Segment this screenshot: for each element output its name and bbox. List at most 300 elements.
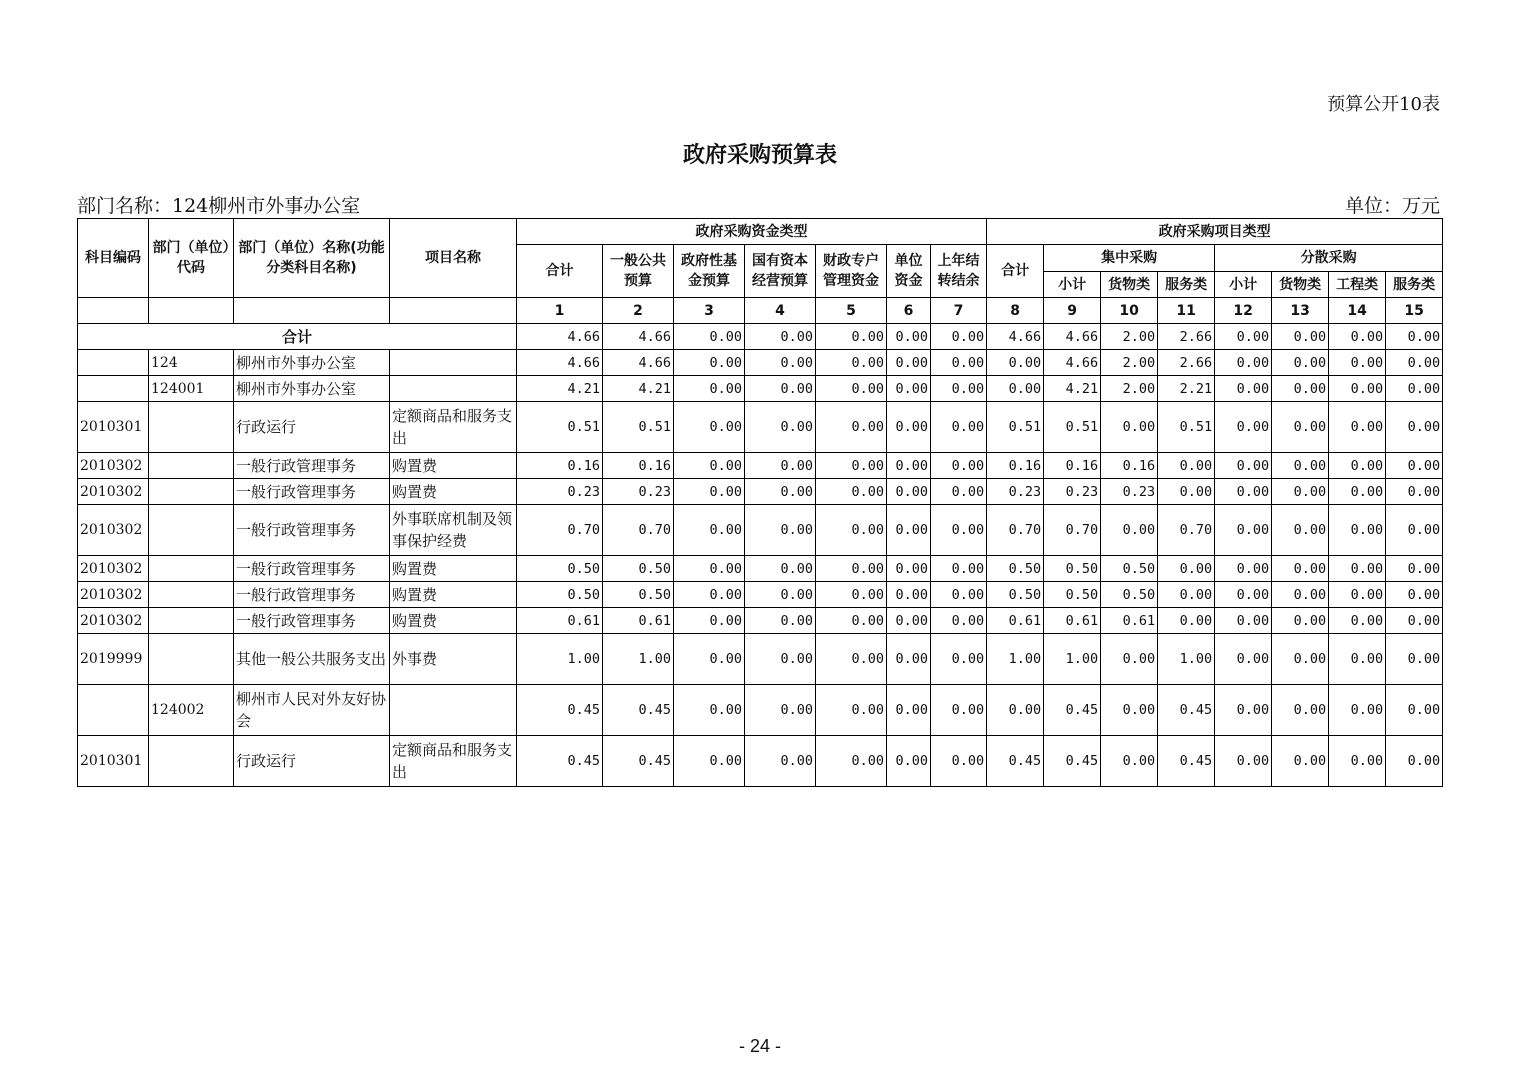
value-cell: 4.21 — [1044, 376, 1101, 402]
value-cell: 0.00 — [1215, 350, 1272, 376]
value-cell: 0.00 — [745, 556, 816, 582]
table-row — [78, 634, 1443, 685]
dept-code-cell: 124 — [149, 350, 234, 376]
value-cell: 0.00 — [887, 402, 931, 453]
col-number: 12 — [1215, 298, 1272, 324]
value-cell: 0.00 — [931, 608, 987, 634]
dept-name-cell: 柳州市外事办公室 — [234, 350, 390, 376]
value-cell: 0.00 — [1386, 736, 1443, 787]
table-row — [78, 556, 1443, 582]
value-cell: 4.66 — [1044, 350, 1101, 376]
value-cell: 0.00 — [1272, 376, 1329, 402]
col-number: 1 — [517, 298, 603, 324]
total-label: 合计 — [78, 324, 517, 350]
dept-code-cell — [149, 402, 234, 453]
value-cell: 0.00 — [1272, 350, 1329, 376]
dept-code-cell: 124002 — [149, 685, 234, 736]
value-cell: 0.45 — [603, 685, 674, 736]
value-cell: 0.00 — [745, 402, 816, 453]
value-cell: 0.00 — [887, 453, 931, 479]
subject-code-cell: 2010302 — [78, 453, 149, 479]
subject-code-cell: 2010302 — [78, 582, 149, 608]
header-number-row — [78, 298, 1443, 324]
meta-row — [77, 191, 1440, 218]
dept-name-cell: 一般行政管理事务 — [234, 556, 390, 582]
value-cell: 0.00 — [674, 505, 745, 556]
fund-col-header: 合计 — [517, 245, 603, 298]
col-number: 3 — [674, 298, 745, 324]
project-total-header: 合计 — [987, 245, 1044, 298]
total-row — [78, 324, 1443, 350]
subject-code-cell — [78, 685, 149, 736]
project-name-cell: 购置费 — [390, 453, 517, 479]
value-cell: 0.00 — [1158, 479, 1215, 505]
value-cell: 0.00 — [987, 685, 1044, 736]
value-cell: 0.70 — [987, 505, 1044, 556]
value-cell: 0.00 — [674, 685, 745, 736]
total-value: 0.00 — [931, 324, 987, 350]
total-value: 0.00 — [1329, 324, 1386, 350]
value-cell: 0.00 — [816, 556, 887, 582]
centralized-col-header: 服务类 — [1158, 272, 1215, 298]
value-cell: 0.50 — [1044, 582, 1101, 608]
col-number: 10 — [1101, 298, 1158, 324]
dept-name-cell: 行政运行 — [234, 736, 390, 787]
value-cell: 0.50 — [1101, 582, 1158, 608]
value-cell: 0.23 — [1044, 479, 1101, 505]
dept-code-cell — [149, 634, 234, 685]
total-value: 2.00 — [1101, 324, 1158, 350]
value-cell: 0.23 — [517, 479, 603, 505]
subject-code-cell: 2010302 — [78, 556, 149, 582]
value-cell: 0.00 — [745, 479, 816, 505]
value-cell: 0.00 — [745, 350, 816, 376]
value-cell: 0.61 — [1044, 608, 1101, 634]
subject-code-cell: 2010301 — [78, 736, 149, 787]
fund-col-header: 国有资本经营预算 — [745, 245, 816, 298]
project-name-cell — [390, 685, 517, 736]
value-cell: 0.00 — [1329, 505, 1386, 556]
value-cell: 0.51 — [603, 402, 674, 453]
value-cell: 0.00 — [1272, 608, 1329, 634]
value-cell: 0.50 — [603, 582, 674, 608]
value-cell: 0.00 — [674, 350, 745, 376]
value-cell: 0.50 — [1101, 556, 1158, 582]
project-name-cell: 购置费 — [390, 582, 517, 608]
value-cell: 0.00 — [887, 479, 931, 505]
value-cell: 0.00 — [931, 479, 987, 505]
value-cell: 0.23 — [1101, 479, 1158, 505]
dept-code-cell: 124001 — [149, 376, 234, 402]
project-name-cell — [390, 376, 517, 402]
value-cell: 0.00 — [1101, 736, 1158, 787]
dept-code-cell — [149, 505, 234, 556]
col-number: 11 — [1158, 298, 1215, 324]
table-row — [78, 505, 1443, 556]
value-cell: 0.00 — [1329, 350, 1386, 376]
value-cell: 0.23 — [987, 479, 1044, 505]
total-value: 0.00 — [887, 324, 931, 350]
value-cell: 0.00 — [1215, 634, 1272, 685]
value-cell: 4.66 — [517, 350, 603, 376]
value-cell: 0.70 — [517, 505, 603, 556]
value-cell: 2.21 — [1158, 376, 1215, 402]
total-value: 4.66 — [603, 324, 674, 350]
value-cell: 0.00 — [887, 350, 931, 376]
value-cell: 0.00 — [1329, 608, 1386, 634]
total-value: 2.66 — [1158, 324, 1215, 350]
value-cell: 0.51 — [517, 402, 603, 453]
value-cell: 0.00 — [674, 582, 745, 608]
dept-code-header: 部门（单位）代码 — [149, 219, 234, 298]
value-cell: 0.61 — [517, 608, 603, 634]
total-value: 0.00 — [816, 324, 887, 350]
value-cell: 0.50 — [1044, 556, 1101, 582]
value-cell: 0.16 — [517, 453, 603, 479]
fund-type-group-header: 政府采购资金类型 — [517, 219, 987, 245]
value-cell: 0.00 — [1329, 376, 1386, 402]
table-row — [78, 685, 1443, 736]
value-cell: 0.70 — [1044, 505, 1101, 556]
value-cell: 0.00 — [816, 582, 887, 608]
value-cell: 0.51 — [1158, 402, 1215, 453]
procurement-budget-table — [77, 218, 1443, 787]
table-row — [78, 736, 1443, 787]
total-value: 0.00 — [1215, 324, 1272, 350]
value-cell: 1.00 — [987, 634, 1044, 685]
value-cell: 0.00 — [674, 453, 745, 479]
value-cell: 0.00 — [887, 376, 931, 402]
decentralized-col-header: 小计 — [1215, 272, 1272, 298]
value-cell: 0.00 — [931, 376, 987, 402]
table-row — [78, 582, 1443, 608]
dept-name-cell: 柳州市人民对外友好协会 — [234, 685, 390, 736]
dept-code-cell — [149, 736, 234, 787]
header-blank-cell — [234, 298, 390, 324]
value-cell: 0.70 — [603, 505, 674, 556]
value-cell: 0.00 — [931, 350, 987, 376]
subject-code-cell: 2010302 — [78, 608, 149, 634]
value-cell: 0.00 — [1101, 402, 1158, 453]
col-number: 7 — [931, 298, 987, 324]
value-cell: 0.23 — [603, 479, 674, 505]
value-cell: 0.00 — [1386, 350, 1443, 376]
value-cell: 0.70 — [1158, 505, 1215, 556]
value-cell: 0.16 — [987, 453, 1044, 479]
value-cell: 0.00 — [1386, 505, 1443, 556]
fund-col-header: 一般公共预算 — [603, 245, 674, 298]
value-cell: 0.50 — [517, 582, 603, 608]
value-cell: 0.00 — [816, 505, 887, 556]
value-cell: 2.00 — [1101, 350, 1158, 376]
dept-name-header: 部门（单位）名称(功能分类科目名称) — [234, 219, 390, 298]
dept-code-cell — [149, 556, 234, 582]
value-cell: 0.00 — [674, 376, 745, 402]
value-cell: 0.00 — [1329, 736, 1386, 787]
decentralized-col-header: 货物类 — [1272, 272, 1329, 298]
value-cell: 1.00 — [517, 634, 603, 685]
value-cell: 0.00 — [887, 634, 931, 685]
value-cell: 0.51 — [987, 402, 1044, 453]
value-cell: 0.45 — [1158, 685, 1215, 736]
value-cell: 0.00 — [1272, 736, 1329, 787]
value-cell: 0.16 — [1101, 453, 1158, 479]
value-cell: 0.00 — [1329, 556, 1386, 582]
value-cell: 0.00 — [1101, 634, 1158, 685]
value-cell: 4.21 — [603, 376, 674, 402]
fund-col-header: 单位资金 — [887, 245, 931, 298]
table-row — [78, 376, 1443, 402]
value-cell: 0.00 — [1386, 608, 1443, 634]
value-cell: 0.00 — [816, 634, 887, 685]
value-cell: 0.00 — [887, 685, 931, 736]
value-cell: 0.00 — [816, 479, 887, 505]
col-number: 9 — [1044, 298, 1101, 324]
table-row — [78, 479, 1443, 505]
value-cell: 2.66 — [1158, 350, 1215, 376]
value-cell: 0.00 — [1215, 685, 1272, 736]
value-cell: 0.00 — [1386, 685, 1443, 736]
dept-code-cell — [149, 608, 234, 634]
value-cell: 0.00 — [1101, 685, 1158, 736]
value-cell: 0.00 — [1215, 556, 1272, 582]
fund-col-header: 财政专户管理资金 — [816, 245, 887, 298]
total-value: 4.66 — [1044, 324, 1101, 350]
value-cell: 0.50 — [603, 556, 674, 582]
dept-code-cell — [149, 582, 234, 608]
total-value: 0.00 — [674, 324, 745, 350]
dept-name-cell: 一般行政管理事务 — [234, 608, 390, 634]
value-cell: 0.00 — [1329, 582, 1386, 608]
col-number: 4 — [745, 298, 816, 324]
value-cell: 0.00 — [1386, 634, 1443, 685]
dept-name-cell: 其他一般公共服务支出 — [234, 634, 390, 685]
decentralized-header: 分散采购 — [1215, 245, 1443, 272]
project-name-cell: 购置费 — [390, 608, 517, 634]
value-cell: 0.61 — [1101, 608, 1158, 634]
subject-code-cell — [78, 350, 149, 376]
value-cell: 0.00 — [816, 376, 887, 402]
value-cell: 1.00 — [1158, 634, 1215, 685]
table-body — [78, 324, 1443, 787]
department-label: 部门名称：124柳州市外事办公室 — [77, 195, 361, 217]
value-cell: 0.00 — [1215, 582, 1272, 608]
value-cell: 0.00 — [1272, 505, 1329, 556]
subject-code-cell: 2010302 — [78, 505, 149, 556]
table-row — [78, 608, 1443, 634]
value-cell: 0.00 — [745, 634, 816, 685]
value-cell: 0.00 — [931, 402, 987, 453]
value-cell: 0.00 — [816, 453, 887, 479]
value-cell: 0.00 — [887, 505, 931, 556]
decentralized-col-header: 工程类 — [1329, 272, 1386, 298]
project-type-group-header: 政府采购项目类型 — [987, 219, 1443, 245]
project-name-cell — [390, 350, 517, 376]
dept-code-cell — [149, 479, 234, 505]
value-cell: 0.61 — [987, 608, 1044, 634]
value-cell: 4.66 — [603, 350, 674, 376]
total-value: 0.00 — [745, 324, 816, 350]
project-name-cell: 购置费 — [390, 479, 517, 505]
value-cell: 0.00 — [816, 685, 887, 736]
value-cell: 0.00 — [1272, 453, 1329, 479]
value-cell: 0.00 — [1215, 479, 1272, 505]
value-cell: 1.00 — [603, 634, 674, 685]
value-cell: 0.00 — [816, 736, 887, 787]
value-cell: 0.00 — [816, 608, 887, 634]
dept-name-cell: 行政运行 — [234, 402, 390, 453]
col-number: 14 — [1329, 298, 1386, 324]
value-cell: 0.00 — [1215, 402, 1272, 453]
col-number: 13 — [1272, 298, 1329, 324]
page-title: 政府采购预算表 — [682, 143, 837, 168]
value-cell: 0.50 — [517, 556, 603, 582]
col-number: 8 — [987, 298, 1044, 324]
value-cell: 0.16 — [1044, 453, 1101, 479]
value-cell: 0.00 — [1329, 402, 1386, 453]
header-blank-cell — [390, 298, 517, 324]
total-value: 0.00 — [1386, 324, 1443, 350]
project-name-cell: 外事联席机制及领事保护经费 — [390, 505, 517, 556]
value-cell: 0.00 — [674, 479, 745, 505]
value-cell: 0.00 — [887, 556, 931, 582]
dept-name-cell: 柳州市外事办公室 — [234, 376, 390, 402]
col-number: 5 — [816, 298, 887, 324]
unit-label: 单位：万元 — [1344, 195, 1440, 217]
fund-col-header: 政府性基金预算 — [674, 245, 745, 298]
value-cell: 0.00 — [674, 402, 745, 453]
value-cell: 0.00 — [1329, 479, 1386, 505]
value-cell: 0.00 — [1158, 453, 1215, 479]
value-cell: 0.45 — [1044, 736, 1101, 787]
value-cell: 0.00 — [745, 376, 816, 402]
value-cell: 0.00 — [745, 685, 816, 736]
value-cell: 0.00 — [1215, 608, 1272, 634]
value-cell: 0.00 — [1101, 505, 1158, 556]
value-cell: 0.00 — [816, 402, 887, 453]
value-cell: 0.00 — [745, 453, 816, 479]
value-cell: 0.45 — [1158, 736, 1215, 787]
value-cell: 0.00 — [674, 608, 745, 634]
project-name-cell: 购置费 — [390, 556, 517, 582]
project-name-header: 项目名称 — [390, 219, 517, 298]
dept-code-cell — [149, 453, 234, 479]
value-cell: 0.00 — [1386, 582, 1443, 608]
total-value: 0.00 — [1272, 324, 1329, 350]
dept-name-cell: 一般行政管理事务 — [234, 453, 390, 479]
total-value: 4.66 — [987, 324, 1044, 350]
project-name-cell: 定额商品和服务支出 — [390, 402, 517, 453]
value-cell: 0.00 — [1272, 685, 1329, 736]
fund-col-header: 上年结转结余 — [931, 245, 987, 298]
subject-code-header: 科目编码 — [78, 219, 149, 298]
value-cell: 0.00 — [1329, 685, 1386, 736]
value-cell: 0.00 — [931, 685, 987, 736]
table-row — [78, 350, 1443, 376]
value-cell: 0.51 — [1044, 402, 1101, 453]
value-cell: 0.00 — [745, 505, 816, 556]
value-cell: 0.00 — [1215, 376, 1272, 402]
value-cell: 0.00 — [1272, 556, 1329, 582]
subject-code-cell: 2010301 — [78, 402, 149, 453]
value-cell: 2.00 — [1101, 376, 1158, 402]
value-cell: 0.00 — [887, 608, 931, 634]
value-cell: 0.00 — [1386, 453, 1443, 479]
value-cell: 0.00 — [1386, 402, 1443, 453]
header-row-1 — [78, 219, 1443, 245]
decentralized-col-header: 服务类 — [1386, 272, 1443, 298]
value-cell: 1.00 — [1044, 634, 1101, 685]
value-cell: 0.00 — [931, 453, 987, 479]
value-cell: 0.00 — [1215, 505, 1272, 556]
value-cell: 0.61 — [603, 608, 674, 634]
col-number: 2 — [603, 298, 674, 324]
value-cell: 0.00 — [1158, 608, 1215, 634]
value-cell: 4.21 — [517, 376, 603, 402]
value-cell: 0.00 — [987, 350, 1044, 376]
value-cell: 0.00 — [1272, 634, 1329, 685]
value-cell: 0.00 — [887, 736, 931, 787]
value-cell: 0.00 — [931, 736, 987, 787]
dept-name-cell: 一般行政管理事务 — [234, 479, 390, 505]
value-cell: 0.00 — [1272, 582, 1329, 608]
project-name-cell: 定额商品和服务支出 — [390, 736, 517, 787]
table-row — [78, 402, 1443, 453]
value-cell: 0.00 — [816, 350, 887, 376]
value-cell: 0.00 — [1215, 736, 1272, 787]
value-cell: 0.45 — [517, 685, 603, 736]
centralized-header: 集中采购 — [1044, 245, 1215, 272]
page-number: - 24 - — [738, 1036, 781, 1056]
value-cell: 0.50 — [987, 582, 1044, 608]
col-number: 15 — [1386, 298, 1443, 324]
dept-name-cell: 一般行政管理事务 — [234, 582, 390, 608]
subject-code-cell — [78, 376, 149, 402]
value-cell: 0.00 — [931, 556, 987, 582]
value-cell: 0.00 — [931, 634, 987, 685]
col-number: 6 — [887, 298, 931, 324]
value-cell: 0.00 — [931, 505, 987, 556]
value-cell: 0.00 — [674, 634, 745, 685]
dept-name-cell: 一般行政管理事务 — [234, 505, 390, 556]
centralized-col-header: 货物类 — [1101, 272, 1158, 298]
subject-code-cell: 2010302 — [78, 479, 149, 505]
value-cell: 0.00 — [674, 556, 745, 582]
header-blank-cell — [78, 298, 149, 324]
value-cell: 0.00 — [1158, 556, 1215, 582]
value-cell: 0.45 — [603, 736, 674, 787]
value-cell: 0.00 — [745, 736, 816, 787]
value-cell: 0.00 — [1158, 582, 1215, 608]
value-cell: 0.00 — [745, 582, 816, 608]
centralized-col-header: 小计 — [1044, 272, 1101, 298]
header-blank-cell — [149, 298, 234, 324]
value-cell: 0.00 — [987, 376, 1044, 402]
value-cell: 0.00 — [931, 582, 987, 608]
value-cell: 0.45 — [987, 736, 1044, 787]
form-number: 预算公开10表 — [1327, 94, 1440, 115]
project-name-cell: 外事费 — [390, 634, 517, 685]
value-cell: 0.45 — [517, 736, 603, 787]
value-cell: 0.00 — [1272, 402, 1329, 453]
value-cell: 0.00 — [1272, 479, 1329, 505]
value-cell: 0.00 — [1215, 453, 1272, 479]
value-cell: 0.00 — [1329, 634, 1386, 685]
value-cell: 0.00 — [1329, 453, 1386, 479]
table-row — [78, 453, 1443, 479]
value-cell: 0.00 — [745, 608, 816, 634]
value-cell: 0.00 — [1386, 376, 1443, 402]
